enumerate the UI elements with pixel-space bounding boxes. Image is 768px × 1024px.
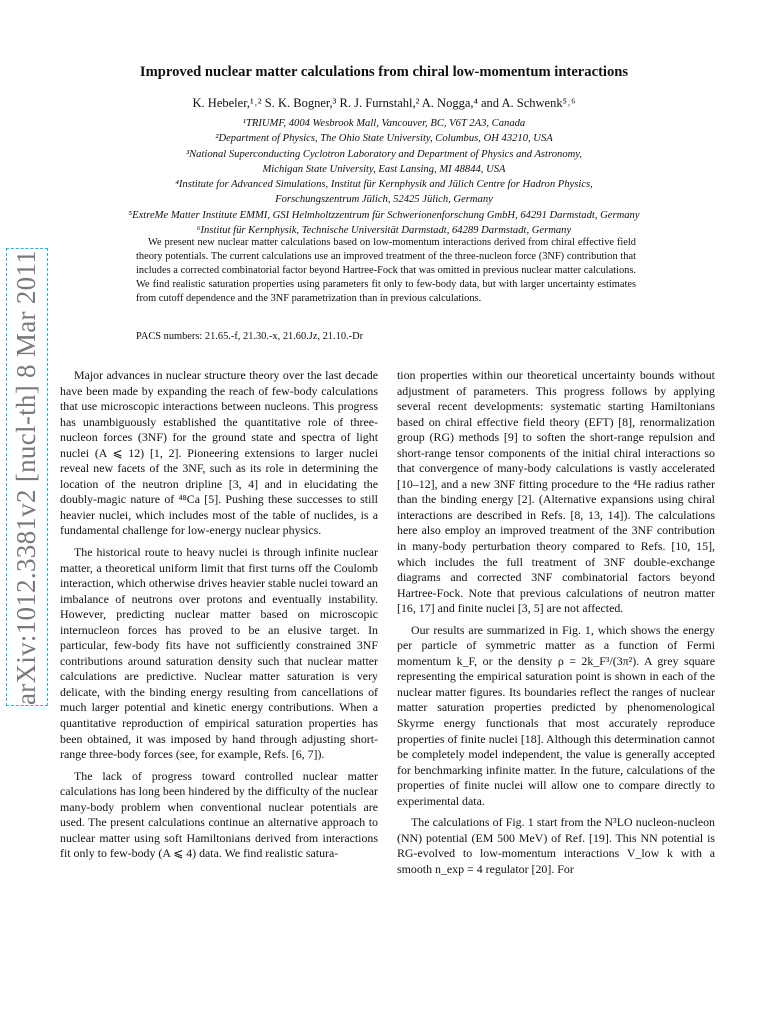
body-paragraph: The historical route to heavy nuclei is through infinite nuclear matter, a theoretical uniform limit that first turns off the Coulomb interaction, which otherwise drives heavier stable nuclei toward an imbalance of neutrons over protons and eventually instability. However, predicting nuclear matter based on microscopic internucleon forces has proved to be an elusive target. In particular, few-body fits have not sufficiently constrained 3NF contributions around saturation density such that nuclear matter calculations are predictive. Nuclear matter saturation is very delicate, with the binding energy resulting from cancellations of much larger potential and kinetic energy contributions. When a quantitative reproduction of empirical saturation properties has been obtained, it was imposed by hand through adjusting short-range three-body forces (see, for example, Refs. [6, 7]). <box>60 545 378 762</box>
affiliation-line: ⁵ExtreMe Matter Institute EMMI, GSI Helmholtzzentrum für Schwerionenforschung GmbH, 64291 Darmstadt, Germany <box>128 209 640 221</box>
body-paragraph: Our results are summarized in Fig. 1, which shows the energy per particle of symmetric matter as a function of Fermi momentum k_F, or the density ρ = 2k_F³/(3π²). A grey square representing the empirical saturation point is shown in each of the nuclear matter figures. Its boundaries reflect the ranges of nuclear matter saturation properties predicted by phenomenological Skyrme energy functionals that most accurately reproduce properties of finite nuclei [18]. Although this determination cannot be completely model independent, the value is generally accepted for benchmarking infinite matter. In the future, calculations of the properties of finite nuclei will allow one to compare directly to experimental data. <box>397 622 715 808</box>
body-paragraph: Major advances in nuclear structure theory over the last decade have been made by expanding the reach of few-body calculations that use microscopic interactions between nucleons. This progress has unambiguously established the quantitative role of three-nucleon forces (3NF) for the ground state and spectra of light nuclei (A ⩽ 12) [1, 2]. Pioneering extensions to larger nuclei reveal new facets of the 3NF, such as its role in determining the location of the neutron dripline [3, 4] and in elucidating the doubly-magic nature of ⁴⁸Ca [5]. Pushing these successes to still heavier nuclei, which includes most of the table of nuclides, is a fundamental challenge for low-energy nuclear physics. <box>60 368 378 538</box>
abstract-text: We present new nuclear matter calculations based on low-momentum interactions derived from chiral effective field theory potentials. The current calculations use an improved treatment of the three-nucleon force (3NF) contribution that includes a corrected combinatorial factor beyond Hartree-Fock that was omitted in previous nuclear matter calculations. We find realistic saturation properties using parameters fit only to few-body data, but with larger uncertainty estimates from cutoff dependence and the 3NF parametrization than in previous calculations. <box>136 237 636 304</box>
affiliation-line: Forschungszentrum Jülich, 52425 Jülich, Germany <box>275 194 493 206</box>
arxiv-side-stamp <box>6 248 48 706</box>
affiliation-line: ¹TRIUMF, 4004 Wesbrook Mall, Vancouver, BC, V6T 2A3, Canada <box>242 118 526 129</box>
affiliation-line: ⁶Institut für Kernphysik, Technische Universität Darmstadt, 64289 Darmstadt, Germany <box>196 225 572 237</box>
affiliation-line: ³National Superconducting Cyclotron Laboratory and Department of Physics and Astronomy, <box>185 148 583 160</box>
abstract <box>136 236 636 306</box>
left-column <box>60 368 378 868</box>
arxiv-identifier: arXiv:1012.3381v2 [nucl-th] 8 Mar 2011 <box>11 249 42 705</box>
author-list: K. Hebeler,¹˒² S. K. Bogner,³ R. J. Furnstahl,² A. Nogga,⁴ and A. Schwenk⁵˒⁶ <box>192 96 576 110</box>
body-paragraph: The calculations of Fig. 1 start from the N³LO nucleon-nucleon (NN) potential (EM 500 MeV) of Ref. [19]. This NN potential is RG-evolved to low-momentum interactions V_low k with a smooth n_exp = 4 regulator [20]. For <box>397 815 715 876</box>
affiliation-line: ²Department of Physics, The Ohio State University, Columbus, OH 43210, USA <box>215 133 553 145</box>
body-paragraph: The lack of progress toward controlled nuclear matter calculations has long been hindered by the difficulty of the nuclear many-body problem when conventional nuclear potentials are used. The present calculations continue an alternative approach to nuclear matter using soft Hamiltonians derived from interactions fit only to few-body (A ⩽ 4) data. We find realistic satura- <box>60 768 378 861</box>
right-column <box>397 368 715 884</box>
paper-title: Improved nuclear matter calculations from chiral low-momentum interactions <box>139 64 629 80</box>
affiliation-line: Michigan State University, East Lansing, MI 48844, USA <box>262 163 506 175</box>
affiliation-line: ⁴Institute for Advanced Simulations, Institut für Kernphysik and Jülich Centre for Hadron Physics, <box>175 179 593 191</box>
body-paragraph: tion properties within our theoretical uncertainty bounds without adjustment of parameters. This progress follows by applying several recent developments: systematic starting Hamiltonians based on chiral effective field theory (EFT) [8], renormalization group (RG) methods [9] to soften the short-range repulsion and short-range tensor components of the initial chiral interactions so that convergence of many-body calculations is vastly accelerated [10–12], and a new 3NF fitting procedure to the ⁴He radius rather than the binding energy [2]. (Alternative expansions using chiral interactions are described in Refs. [8, 13, 14]). The calculations here also employ an improved treatment of the 3NF contribution in many-body perturbation theory compared to Refs. [10, 15], which includes the full treatment of 3NF double-exchange diagrams and corrected 3NF combinatorial factors beyond Hartree-Fock. Note that previous calculations of neutron matter [16, 17] and finite nuclei [3, 5] are not affected. <box>397 368 715 616</box>
pacs-numbers: PACS numbers: 21.65.-f, 21.30.-x, 21.60.Jz, 21.10.-Dr <box>136 331 364 342</box>
affiliations <box>60 116 708 238</box>
